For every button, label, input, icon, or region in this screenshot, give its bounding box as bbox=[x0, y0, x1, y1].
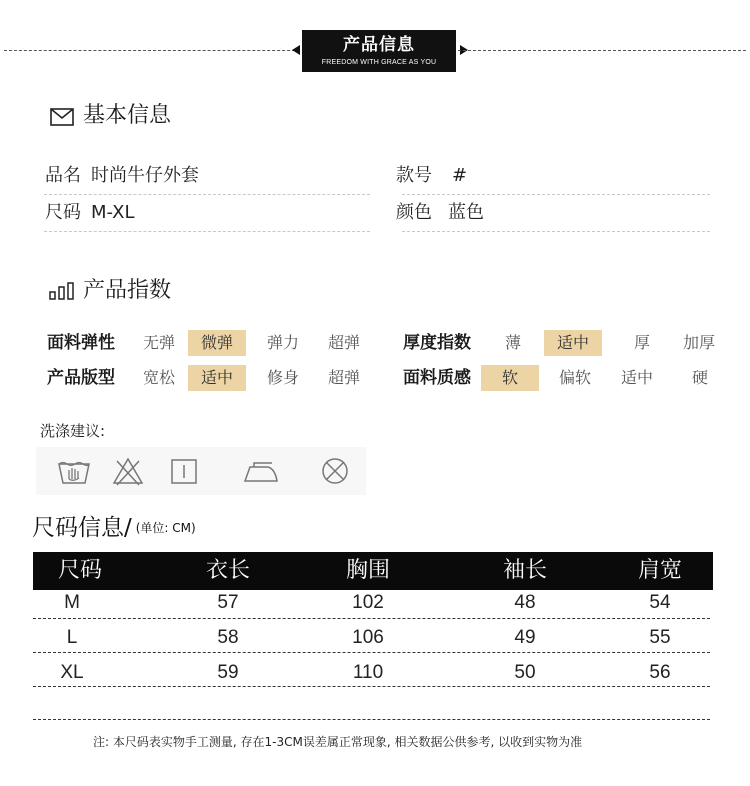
index-label-texture: 面料质感 bbox=[403, 368, 471, 388]
index-option: 宽松 bbox=[142, 368, 175, 387]
divider bbox=[44, 231, 370, 232]
table-row-divider bbox=[33, 652, 710, 653]
size-table-title-text: 尺码信息/ bbox=[32, 515, 132, 541]
table-row-divider bbox=[33, 618, 710, 619]
index-option: 适中 bbox=[620, 368, 653, 387]
header-arrow-left-icon bbox=[292, 45, 300, 55]
header-subtitle: FREEDOM WITH GRACE AS YOU bbox=[321, 59, 437, 66]
table-cell: L bbox=[66, 627, 78, 648]
size-table-title bbox=[32, 513, 196, 543]
index-option: 厚 bbox=[633, 333, 650, 352]
basic-info-title: 基本信息 bbox=[83, 103, 172, 128]
no-bleach-icon bbox=[111, 455, 145, 487]
size-value: M-XL bbox=[91, 202, 135, 223]
table-cell: 56 bbox=[649, 662, 671, 683]
table-cell: 57 bbox=[217, 592, 239, 613]
header-divider-left bbox=[4, 50, 300, 51]
table-cell: XL bbox=[60, 662, 84, 683]
index-option-selected: 适中 bbox=[544, 330, 602, 356]
index-option-selected: 适中 bbox=[188, 365, 246, 391]
table-row-divider bbox=[33, 719, 710, 720]
product-index-title: 产品指数 bbox=[83, 278, 172, 303]
index-option: 弹力 bbox=[266, 333, 299, 352]
info-row-size bbox=[45, 201, 135, 225]
col-header-shoulder: 肩宽 bbox=[637, 558, 682, 583]
table-cell: 110 bbox=[352, 662, 384, 683]
header-title: 产品信息 bbox=[343, 35, 415, 55]
hand-wash-icon bbox=[57, 455, 91, 487]
table-cell: 102 bbox=[352, 592, 384, 613]
index-option: 超弹 bbox=[327, 333, 360, 352]
table-cell: 49 bbox=[514, 627, 536, 648]
measurement-note: 注: 本尺码表实物手工测量, 存在1-3CM误差属正常现象, 相关数据公供参考, 以收到实物为准 bbox=[93, 735, 583, 749]
divider bbox=[44, 194, 370, 195]
size-table-unit: (单位: CM) bbox=[135, 521, 196, 535]
index-option: 超弹 bbox=[327, 368, 360, 387]
divider bbox=[402, 194, 710, 195]
index-option: 加厚 bbox=[682, 333, 715, 352]
divider bbox=[402, 231, 710, 232]
index-label-elasticity: 面料弹性 bbox=[47, 333, 115, 353]
header-banner bbox=[302, 30, 456, 72]
line-dry-icon bbox=[167, 455, 201, 487]
name-value: 时尚牛仔外套 bbox=[91, 165, 199, 186]
header-divider-right bbox=[458, 50, 746, 51]
index-option: 无弹 bbox=[142, 333, 175, 352]
index-option: 偏软 bbox=[558, 368, 591, 387]
table-cell: 58 bbox=[217, 627, 239, 648]
envelope-icon bbox=[50, 108, 74, 126]
info-row-color bbox=[396, 201, 484, 225]
info-row-name bbox=[45, 164, 199, 188]
style-no-label: 款号 bbox=[396, 165, 432, 186]
table-cell: 54 bbox=[649, 592, 671, 613]
table-row-divider bbox=[33, 686, 710, 687]
color-label: 颜色 bbox=[396, 202, 432, 223]
table-cell: 55 bbox=[649, 627, 671, 648]
col-header-sleeve: 袖长 bbox=[502, 558, 547, 583]
index-option: 修身 bbox=[266, 368, 299, 387]
color-value: 蓝色 bbox=[448, 202, 484, 223]
index-option-selected: 软 bbox=[481, 365, 539, 391]
index-label-thickness: 厚度指数 bbox=[403, 333, 471, 353]
table-cell: 106 bbox=[352, 627, 384, 648]
table-cell: 48 bbox=[514, 592, 536, 613]
index-option: 薄 bbox=[504, 333, 521, 352]
table-cell: 50 bbox=[514, 662, 536, 683]
index-option-selected: 微弹 bbox=[188, 330, 246, 356]
col-header-size: 尺码 bbox=[57, 558, 102, 583]
bar-chart-icon bbox=[49, 282, 75, 300]
iron-icon bbox=[242, 455, 280, 487]
index-option: 硬 bbox=[691, 368, 708, 387]
style-no-value: # bbox=[452, 165, 468, 186]
col-header-chest: 胸围 bbox=[345, 558, 390, 583]
info-row-style-no bbox=[396, 164, 467, 188]
col-header-length: 衣长 bbox=[205, 558, 250, 583]
no-tumble-dry-icon bbox=[318, 455, 352, 487]
index-label-fit: 产品版型 bbox=[47, 368, 115, 388]
size-label: 尺码 bbox=[45, 202, 81, 223]
washing-title: 洗涤建议: bbox=[40, 422, 106, 440]
name-label: 品名 bbox=[45, 165, 81, 186]
table-cell: M bbox=[64, 592, 80, 613]
table-cell: 59 bbox=[217, 662, 239, 683]
